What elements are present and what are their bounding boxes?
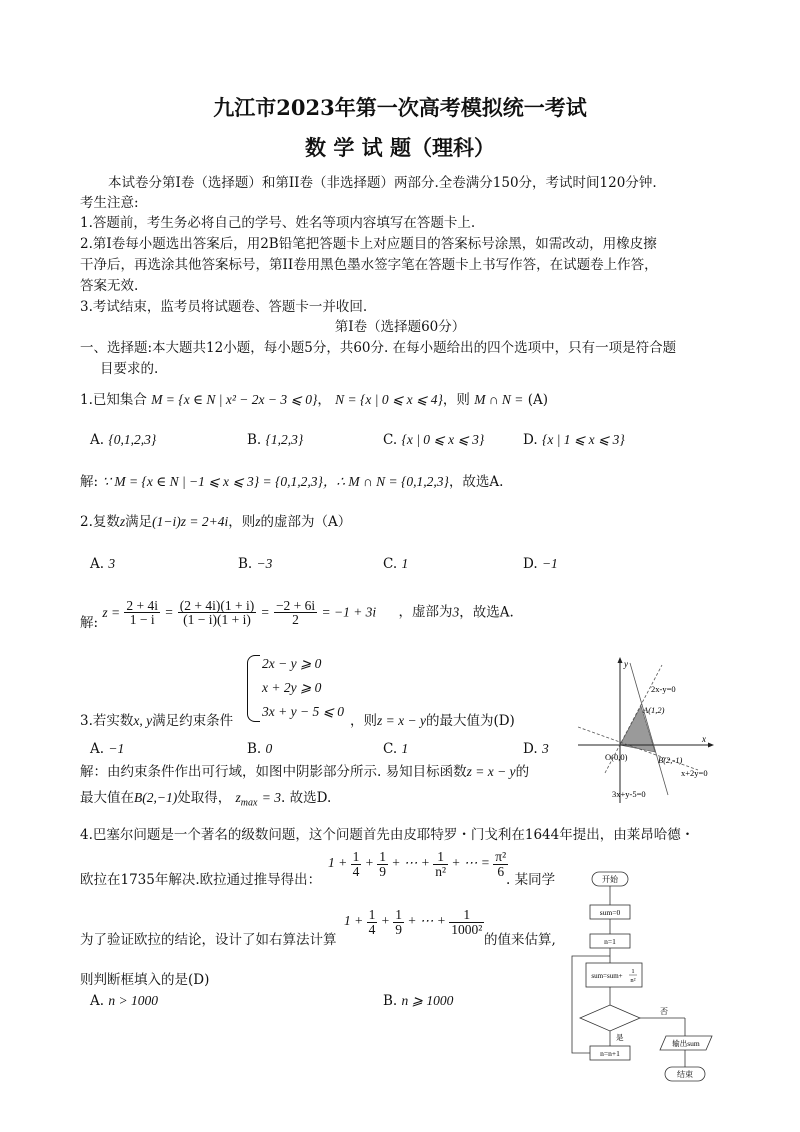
q2-option-a: A. 3 [90, 556, 116, 572]
y-axis-label: y [624, 659, 628, 669]
q2-fraction-2: $\frac{(2 + 4i)(1 + i)}{(1 - i)(1 + i)}$ [179, 597, 255, 628]
line2-label: x+2y=0 [681, 768, 708, 778]
x-axis-label: x [702, 734, 706, 744]
q3-constraint-1: 2x − y ⩾ 0 [262, 656, 322, 671]
q1-stem [80, 392, 548, 408]
point-a-label: A(1,2) [643, 705, 665, 715]
flowchart [560, 868, 730, 1093]
section-instructions-1: 一、选择题:本大题共12小题，每小题5分，共60分. 在每小题给出的四个选项中，只有一项是符合题 [80, 340, 677, 356]
q1-solution: 解: ∵ M = {x ∈ N | −1 ⩽ x ⩽ 3} = {0,1,2,3}，∴ M ∩ N = {0,1,2,3}，故选A. [80, 474, 504, 490]
q3-stem-prefix: 3.若实数x, y满足约束条件 [80, 713, 234, 729]
svg-text:n²: n² [630, 977, 636, 984]
q4-line-2a: 欧拉在1735年解决.欧拉通过推导得出： [80, 872, 322, 888]
q1-option-d: D. {x | 1 ⩽ x ⩽ 3} [523, 432, 625, 448]
q3-option-d: D. 3 [523, 741, 549, 757]
q3-option-b: B. 0 [247, 741, 273, 757]
line1-label: 2x-y=0 [651, 684, 676, 694]
q4-line-3b: 的值来估算, [484, 932, 556, 948]
q1-then: ，则 [442, 392, 470, 408]
q3-solution-1: 解：由约束条件作出可行域，如图中阴影部分所示. 易知目标函数z = x − y的 [80, 764, 530, 780]
q1-answer: (A) [527, 392, 549, 408]
q4-line-4: 则判断框填入的是(D) [80, 972, 210, 988]
svg-text:sum=0: sum=0 [599, 908, 621, 917]
q3-option-a: A. −1 [90, 741, 125, 757]
q3-solution-2: 最大值在B(2,−1)处取得， $z_{max} = 3$. 故选D. [80, 790, 332, 809]
q2-fraction-3: $\frac{-2 + 6i}{2}$ [275, 597, 316, 628]
basel-series: 1 + $\frac{1}{4}$ + $\frac{1}{9}$ + ⋯ + $\frac{1}{\text{n²}}$ + ⋯ = $\frac{\text{π²}}{6}$ [328, 849, 507, 879]
q2-option-d: D. −1 [523, 556, 558, 572]
line3-label: 3x+y-5=0 [612, 789, 646, 799]
q3-option-c: C. 1 [383, 741, 409, 757]
section-title: 第I卷（选择题60分） [334, 319, 466, 335]
notice-3: 3.考试结束，监考员将试题卷、答题卡一并收回. [80, 299, 368, 315]
svg-text:sum=sum+: sum=sum+ [591, 972, 623, 980]
svg-text:输出sum: 输出sum [672, 1039, 700, 1048]
q1-ask: M ∩ N = [474, 392, 524, 407]
q2-option-c: C. 1 [383, 556, 409, 572]
notice-2b: 干净后，再选涂其他答案标号，第II卷用黑色墨水签字笔在答题卡上书写作答，在试题卷上作答， [80, 257, 658, 273]
estimate-series: 1 + $\frac{1}{4}$ + $\frac{1}{9}$ + ⋯ + $\frac{1}{\text{1000²}}$ [344, 907, 483, 937]
q3-constraint-3: 3x + y − 5 ⩽ 0 [262, 704, 345, 719]
point-b-label: B(2,-1) [658, 755, 683, 765]
q2-stem: 2.复数z满足(1−i)z = 2+4i，则z的虚部为（A） [80, 514, 352, 530]
x-axis-arrow [708, 743, 714, 748]
q4-line-1: 4.巴塞尔问题是一个著名的级数问题，这个问题首先由皮耶特罗・门戈利在1644年提出，由莱昂哈德・ [80, 827, 695, 843]
svg-text:n=1: n=1 [604, 937, 616, 946]
q4-line-2b: . 某同学 [506, 872, 556, 888]
q4-line-3a: 为了验证欧拉的结论，设计了如右算法计算 [80, 932, 337, 948]
exam-title: 九江市2023年第一次高考模拟统一考试 [213, 95, 587, 120]
intro-line: 本试卷分第I卷（选择题）和第II卷（非选择题）两部分.全卷满分150分，考试时间120分钟. [108, 175, 657, 191]
svg-text:n=n+1: n=n+1 [600, 1049, 620, 1058]
q3-stem-suffix: ，则z = x − y的最大值为(D) [350, 713, 515, 729]
svg-text:开始: 开始 [602, 875, 618, 884]
flow-condition [580, 1005, 640, 1031]
notice-1: 1.答题前，考生务必将自己的学号、姓名等项内容填写在答题卡上. [80, 215, 476, 231]
q1-option-b: B. {1,2,3} [247, 432, 304, 448]
notice-2c: 答案无效. [80, 278, 139, 294]
q1-sep: ， [317, 392, 331, 408]
exam-subtitle: 数 学 试 题（理科） [305, 135, 495, 160]
q1-option-a: A. {0,1,2,3} [90, 432, 157, 448]
svg-text:1: 1 [631, 968, 635, 975]
q1-option-c: C. {x | 0 ⩽ x ⩽ 3} [383, 432, 485, 448]
q1-prefix: 1.已知集合 [80, 392, 147, 408]
q1-set-m: M = {x ∈ N | x² − 2x − 3 ⩽ 0} [151, 392, 318, 407]
q2-option-b: B. −3 [238, 556, 273, 572]
q4-option-a: A. n > 1000 [90, 993, 158, 1009]
svg-text:否: 否 [660, 1007, 668, 1016]
q3-constraint-2: x + 2y ⩾ 0 [262, 680, 322, 695]
feasible-region-graph [578, 655, 718, 805]
brace [247, 655, 260, 722]
notice-label: 考生注意: [80, 195, 139, 211]
q1-set-n: N = {x | 0 ⩽ x ⩽ 4} [335, 392, 443, 407]
q4-option-b: B. n ⩾ 1000 [383, 993, 454, 1009]
svg-text:结束: 结束 [677, 1070, 693, 1079]
y-axis-arrow [618, 657, 623, 663]
q2-fraction-1: $\frac{2 + 4i}{1 - i}$ [126, 597, 159, 628]
origin-label: O(0,0) [605, 752, 628, 762]
notice-2a: 2.第I卷每小题选出答案后，用2B铅笔把答题卡上对应题目的答案标号涂黑，如需改动，用橡皮擦 [80, 236, 657, 252]
svg-text:是: 是 [616, 1033, 624, 1042]
q2-solution: 解: z = $\frac{2 + 4i}{1 - i}$ = $\frac{(2 + 4i)(1 + i)}{(1 - i)(1 + i)}$ = $\frac{-2 + 6i}{2}$ = −1 + 3i ，虚部为3，故选A. [80, 597, 514, 631]
section-instructions-2: 目要求的. [100, 361, 159, 377]
